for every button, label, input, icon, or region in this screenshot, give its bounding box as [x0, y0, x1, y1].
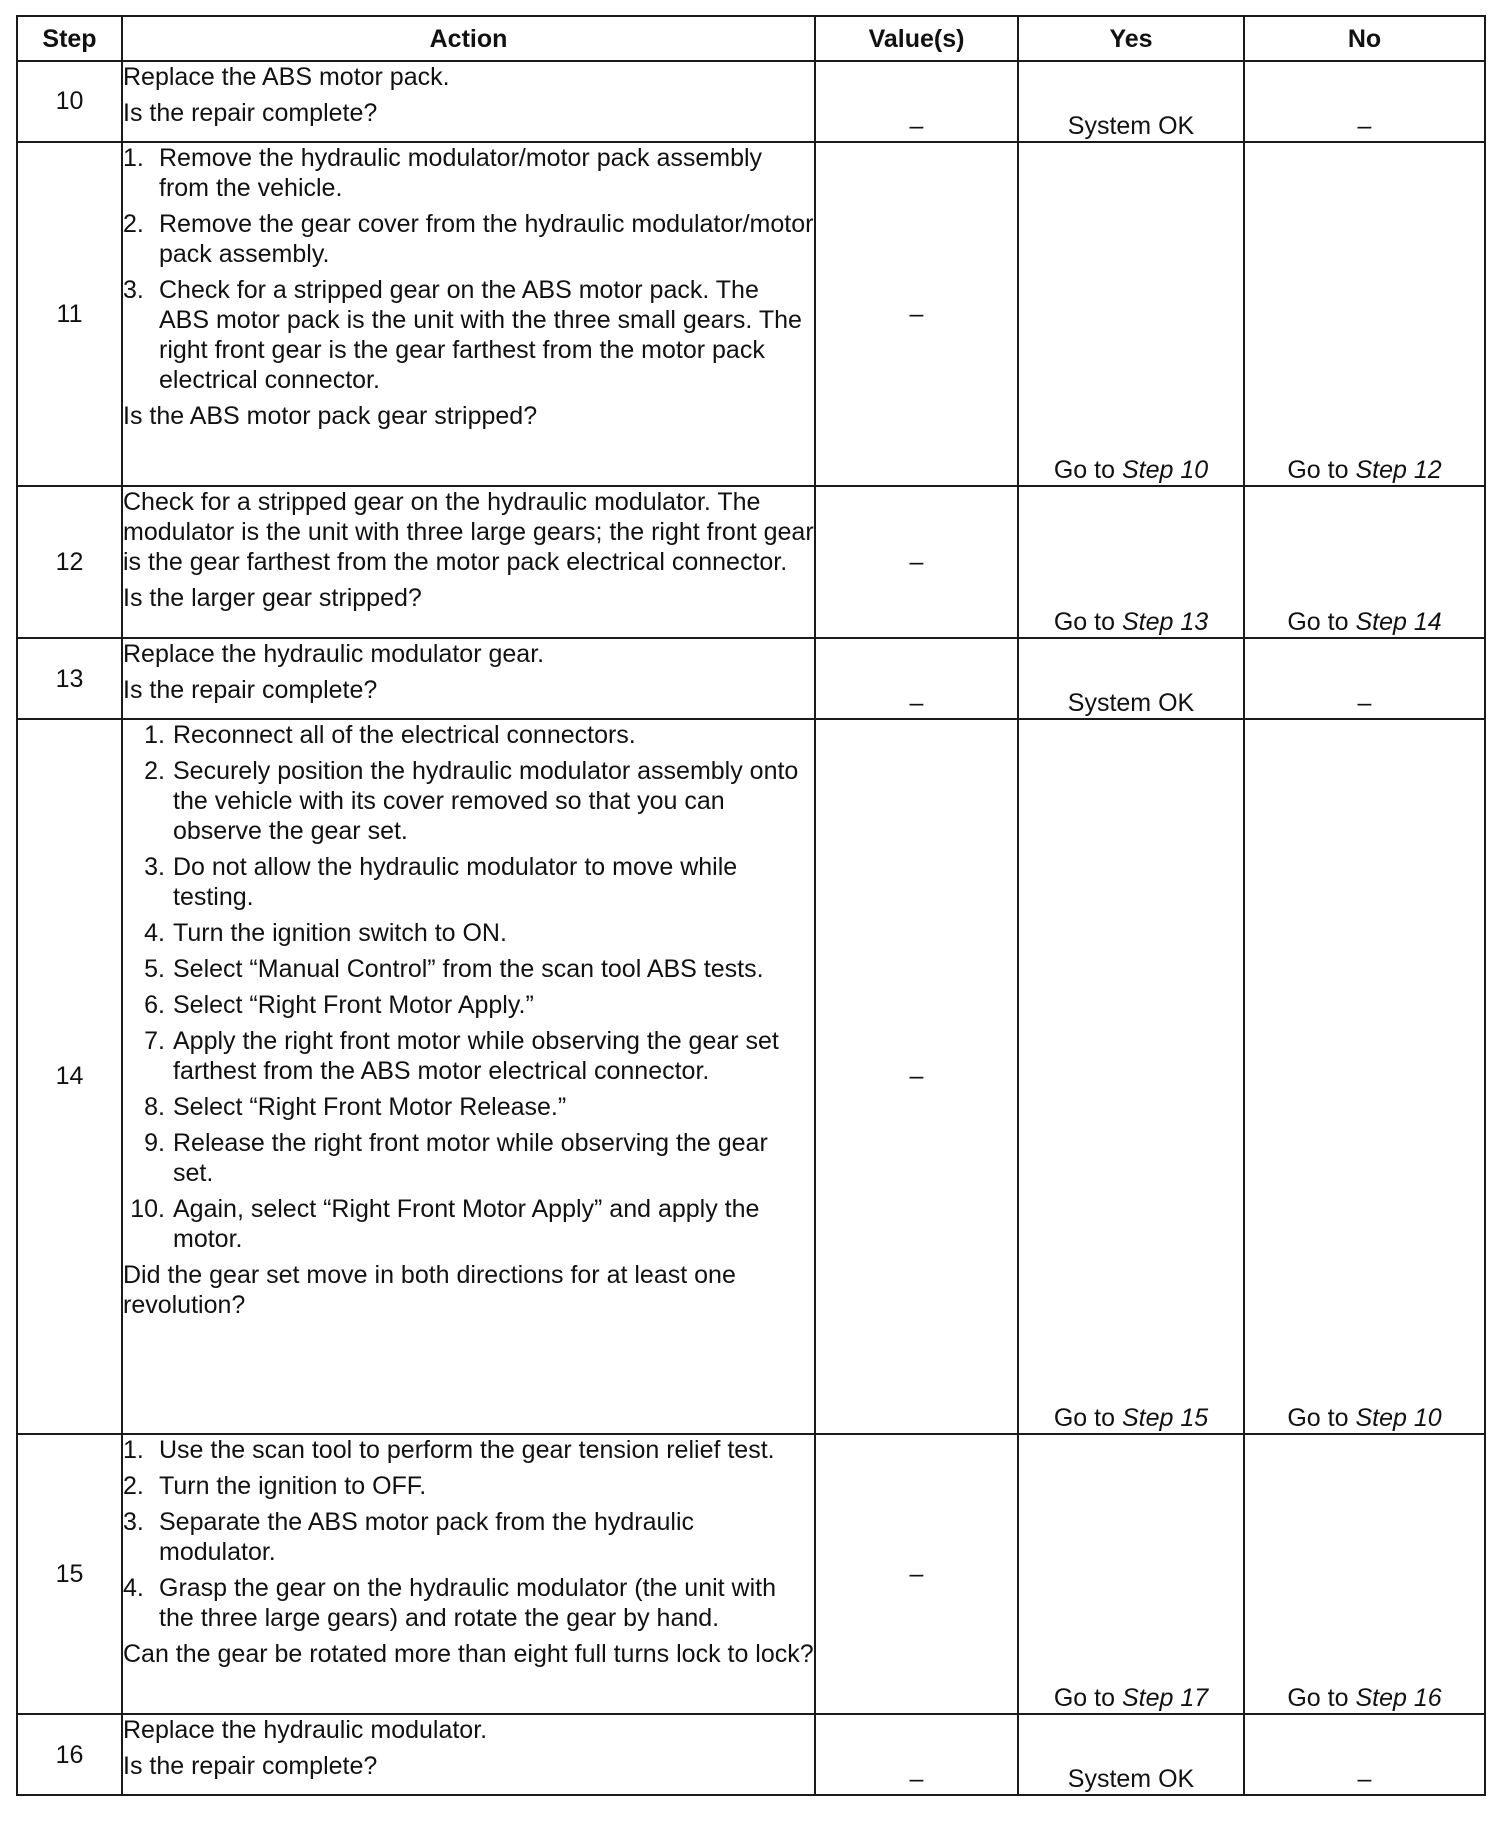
step-reference: Step 16 — [1355, 1684, 1442, 1713]
action-steps — [123, 720, 814, 1254]
no-cell — [1244, 1434, 1485, 1714]
item-text: Do not allow the hydraulic modulator to move while testing. — [173, 852, 738, 911]
action-cell — [122, 1714, 815, 1795]
item-number: 8. — [144, 1092, 165, 1121]
value-cell: – — [815, 142, 1018, 486]
step-reference: Step 10 — [1355, 1403, 1442, 1432]
table-row — [17, 61, 1485, 142]
no-cell — [1244, 486, 1485, 638]
list-item — [123, 1435, 814, 1465]
no-cell — [1244, 719, 1485, 1434]
header-values: Value(s) — [815, 16, 1018, 61]
item-number: 10. — [130, 1194, 165, 1223]
goto-prefix: Go to — [1053, 456, 1115, 485]
action-cell — [122, 1434, 815, 1714]
item-text: Grasp the gear on the hydraulic modulator (the unit with the three large gears) and rotate the gear by hand. — [159, 1573, 777, 1632]
list-item — [123, 756, 814, 846]
item-number: 2. — [144, 756, 165, 785]
table-row — [17, 719, 1485, 1434]
question-text: Is the repair complete? — [123, 676, 378, 705]
step-number: 12 — [17, 486, 122, 638]
item-text: Turn the ignition switch to ON. — [173, 918, 507, 947]
item-number: 1. — [144, 720, 165, 749]
goto-prefix: Go to — [1053, 1684, 1115, 1713]
table-row — [17, 142, 1485, 486]
item-number: 3. — [123, 275, 144, 304]
action-text: Check for a stripped gear on the hydraulic modulator. The modulator is the unit with three large gears; the right front gear is the gear farthest from the motor pack electrical connector. — [123, 488, 814, 577]
action-text: Replace the hydraulic modulator. — [123, 1716, 488, 1745]
yes-cell: System OK — [1018, 1714, 1244, 1795]
yes-cell: System OK — [1018, 61, 1244, 142]
action-text: Replace the hydraulic modulator gear. — [123, 640, 545, 669]
item-number: 1. — [123, 143, 144, 172]
item-text: Select “Manual Control” from the scan tool ABS tests. — [173, 954, 764, 983]
step-reference: Step 17 — [1121, 1684, 1209, 1713]
table-row — [17, 1434, 1485, 1714]
item-text: Remove the hydraulic modulator/motor pack assembly from the vehicle. — [159, 143, 763, 202]
item-text: Release the right front motor while observing the gear set. — [173, 1128, 768, 1187]
item-text: Reconnect all of the electrical connectors. — [173, 720, 636, 749]
item-text: Separate the ABS motor pack from the hydraulic modulator. — [159, 1507, 694, 1566]
item-number: 2. — [123, 1471, 144, 1500]
list-item — [123, 954, 814, 984]
yes-cell — [1018, 142, 1244, 486]
list-item — [123, 990, 814, 1020]
question-text: Is the ABS motor pack gear stripped? — [123, 401, 538, 430]
list-item — [123, 1471, 814, 1501]
question-text: Can the gear be rotated more than eight full turns lock to lock? — [123, 1639, 814, 1668]
action-cell — [122, 61, 815, 142]
header-action: Action — [122, 16, 815, 61]
value-cell: – — [815, 719, 1018, 1434]
list-item — [123, 143, 814, 203]
action-text: Replace the ABS motor pack. — [123, 63, 450, 91]
item-number: 3. — [144, 852, 165, 881]
item-text: Turn the ignition to OFF. — [159, 1471, 427, 1500]
list-item — [123, 1128, 814, 1188]
list-item — [123, 1194, 814, 1254]
list-item — [123, 1026, 814, 1086]
step-number: 10 — [17, 61, 122, 142]
item-number: 6. — [144, 990, 165, 1019]
list-item — [123, 275, 814, 395]
yes-cell — [1018, 486, 1244, 638]
step-reference: Step 14 — [1355, 608, 1442, 637]
item-number: 5. — [144, 954, 165, 983]
header-yes: Yes — [1018, 16, 1244, 61]
item-number: 3. — [123, 1507, 144, 1536]
item-text: Apply the right front motor while observing the gear set farthest from the ABS motor electrical connector. — [173, 1026, 779, 1085]
item-number: 1. — [123, 1435, 144, 1464]
yes-cell — [1018, 1434, 1244, 1714]
no-cell: – — [1244, 61, 1485, 142]
item-text: Select “Right Front Motor Release.” — [173, 1092, 567, 1121]
step-reference: Step 13 — [1121, 608, 1209, 637]
step-number: 13 — [17, 638, 122, 719]
list-item — [123, 1507, 814, 1567]
action-cell — [122, 486, 815, 638]
yes-cell: System OK — [1018, 638, 1244, 719]
step-number: 16 — [17, 1714, 122, 1795]
yes-cell — [1018, 719, 1244, 1434]
question-text: Did the gear set move in both directions for at least one revolution? — [123, 1260, 736, 1319]
item-number: 7. — [144, 1026, 165, 1055]
item-text: Check for a stripped gear on the ABS motor pack. The ABS motor pack is the unit with the three small gears. The right front gear is the gear farthest from the motor pack electrical connector. — [159, 275, 802, 394]
goto-prefix: Go to — [1287, 608, 1349, 637]
step-number: 14 — [17, 719, 122, 1434]
step-reference: Step 10 — [1121, 456, 1209, 485]
step-reference: Step 15 — [1121, 1403, 1209, 1432]
action-cell — [122, 142, 815, 486]
step-reference: Step 12 — [1355, 456, 1442, 485]
question-text: Is the repair complete? — [123, 99, 378, 127]
item-text: Securely position the hydraulic modulator assembly onto the vehicle with its cover removed so that you can observe the gear set. — [173, 756, 799, 845]
goto-prefix: Go to — [1053, 608, 1115, 637]
no-cell: – — [1244, 638, 1485, 719]
diagnostic-table — [16, 15, 1486, 1796]
action-cell — [122, 638, 815, 719]
goto-prefix: Go to — [1287, 456, 1349, 485]
item-number: 4. — [123, 1573, 144, 1602]
value-cell: – — [815, 486, 1018, 638]
goto-prefix: Go to — [1287, 1684, 1349, 1713]
header-row — [17, 16, 1485, 61]
step-number: 15 — [17, 1434, 122, 1714]
goto-prefix: Go to — [1053, 1403, 1115, 1432]
item-number: 4. — [144, 918, 165, 947]
item-text: Use the scan tool to perform the gear tension relief test. — [159, 1435, 775, 1464]
table-row — [17, 638, 1485, 719]
value-cell: – — [815, 61, 1018, 142]
item-text: Remove the gear cover from the hydraulic modulator/motor pack assembly. — [159, 209, 814, 268]
header-no: No — [1244, 16, 1485, 61]
goto-prefix: Go to — [1287, 1403, 1349, 1432]
list-item — [123, 1092, 814, 1122]
list-item — [123, 1573, 814, 1633]
action-cell — [122, 719, 815, 1434]
value-cell: – — [815, 1434, 1018, 1714]
question-text: Is the repair complete? — [123, 1752, 378, 1781]
action-steps — [123, 1435, 814, 1633]
no-cell: – — [1244, 1714, 1485, 1795]
question-text: Is the larger gear stripped? — [123, 584, 422, 613]
item-number: 2. — [123, 209, 144, 238]
action-steps — [123, 143, 814, 395]
step-number: 11 — [17, 142, 122, 486]
list-item — [123, 209, 814, 269]
header-step: Step — [17, 16, 122, 61]
list-item — [123, 720, 814, 750]
list-item — [123, 852, 814, 912]
table-row — [17, 486, 1485, 638]
value-cell: – — [815, 1714, 1018, 1795]
list-item — [123, 918, 814, 948]
item-text: Again, select “Right Front Motor Apply” and apply the motor. — [173, 1194, 760, 1253]
item-number: 9. — [144, 1128, 165, 1157]
no-cell — [1244, 142, 1485, 486]
item-text: Select “Right Front Motor Apply.” — [173, 990, 534, 1019]
table-row — [17, 1714, 1485, 1795]
value-cell: – — [815, 638, 1018, 719]
